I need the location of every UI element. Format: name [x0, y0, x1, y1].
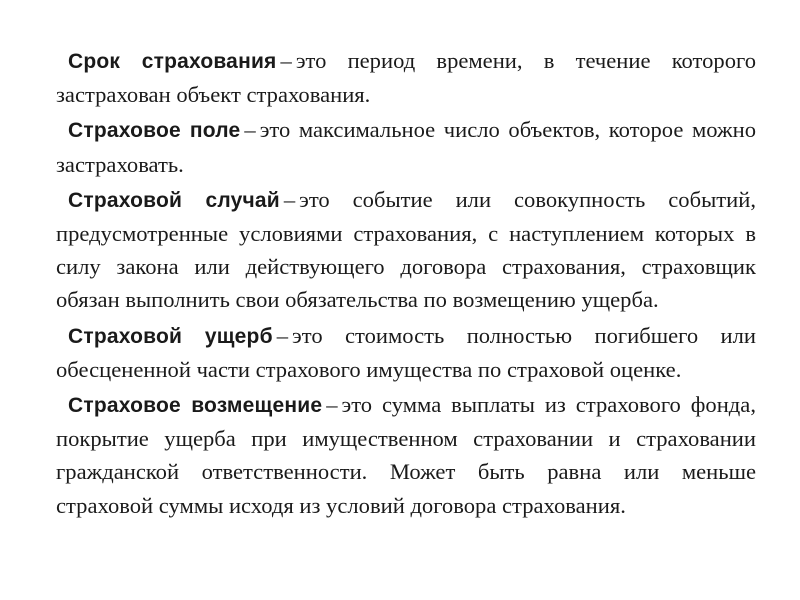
definition-term: Страховое возмещение — [68, 394, 323, 418]
definition-insurance-term — [56, 44, 756, 111]
definition-text: это событие или совокупность событий, предусмотренные условиями страхования, с наступлением которых в силу закона или действующего договора страхования, страховщик обязан выполнить свои обязательства по возмещению ущерба. — [56, 186, 756, 313]
definition-term: Страховое поле — [68, 119, 241, 143]
definition-term: Страховой ущерб — [68, 324, 273, 348]
document-body — [56, 44, 756, 522]
definition-text: это стоимость полностью погибшего или обесцененной части страхового имущества по страховой оценке. — [56, 322, 756, 382]
definition-insurance-compensation — [56, 388, 756, 522]
definition-text: это сумма выплаты из страхового фонда, покрытие ущерба при имущественном страховании и страховании гражданской ответственности. Может быть равна или меньше страховой суммы исходя из условий договора страхования. — [56, 392, 756, 518]
definition-dash: – — [276, 322, 289, 348]
definition-text: это максимальное число объектов, которое можно застраховать. — [56, 117, 756, 177]
definition-term: Страховой случай — [68, 188, 280, 212]
definition-insured-damage — [56, 319, 756, 386]
definition-dash: – — [280, 48, 292, 73]
definition-dash: – — [244, 117, 256, 143]
definition-insured-event — [56, 183, 756, 317]
definition-insurance-field — [56, 113, 756, 180]
definition-dash: – — [326, 392, 338, 418]
definition-dash: – — [283, 186, 296, 212]
definition-text: это период времени, в течение которого застрахован объект страхования. — [56, 48, 756, 108]
definition-term: Срок страхования — [68, 50, 277, 73]
